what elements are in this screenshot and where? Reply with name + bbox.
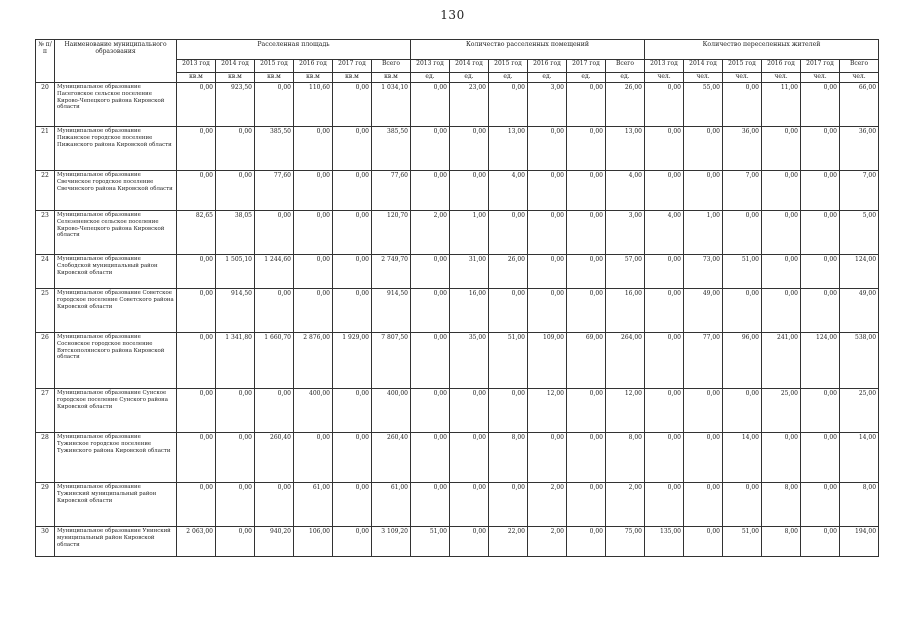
- table-row: [36, 389, 879, 433]
- municipality-name: Муниципальное образование Советское городское поселение Советского района Кировской области: [55, 289, 177, 333]
- area-cell: 914,50: [216, 289, 255, 333]
- people-cell: 0,00: [645, 433, 684, 483]
- people-cell: 0,00: [684, 127, 723, 171]
- rooms-cell: 0,00: [489, 211, 528, 255]
- people-cell: 7,00: [723, 171, 762, 211]
- rooms-cell: 2,00: [606, 483, 645, 527]
- row-number: 25: [36, 289, 55, 333]
- people-cell: 8,00: [840, 483, 879, 527]
- rooms-cell: 0,00: [450, 389, 489, 433]
- municipality-name: Муниципальное образование Унинский муниципальный район Кировской области: [55, 527, 177, 557]
- area-cell: 0,00: [294, 127, 333, 171]
- rooms-cell: 0,00: [567, 255, 606, 289]
- area-cell: 1 929,00: [333, 333, 372, 389]
- people-cell: 538,00: [840, 333, 879, 389]
- header-group-rooms: Количество расселенных помещений: [411, 40, 645, 60]
- header-unit-people: чел.: [762, 73, 801, 83]
- area-cell: 0,00: [255, 83, 294, 127]
- rooms-cell: 0,00: [450, 527, 489, 557]
- municipality-name: Муниципальное образование Тужинский муниципальный район Кировской области: [55, 483, 177, 527]
- rooms-cell: 0,00: [567, 289, 606, 333]
- rooms-cell: 0,00: [528, 289, 567, 333]
- people-cell: 25,00: [762, 389, 801, 433]
- people-cell: 0,00: [801, 527, 840, 557]
- rooms-cell: 0,00: [567, 389, 606, 433]
- rooms-cell: 0,00: [567, 527, 606, 557]
- rooms-cell: 2,00: [411, 211, 450, 255]
- rooms-cell: 0,00: [489, 389, 528, 433]
- people-cell: 11,00: [762, 83, 801, 127]
- rooms-cell: 12,00: [606, 389, 645, 433]
- rooms-cell: 51,00: [411, 527, 450, 557]
- rooms-cell: 31,00: [450, 255, 489, 289]
- rooms-cell: 0,00: [411, 171, 450, 211]
- people-cell: 36,00: [723, 127, 762, 171]
- header-year-people: 2017 год: [801, 60, 840, 73]
- header-unit-area: кв.м: [216, 73, 255, 83]
- header-unit-area: кв.м: [294, 73, 333, 83]
- row-number: 26: [36, 333, 55, 389]
- people-cell: 0,00: [645, 255, 684, 289]
- table-body: [36, 83, 879, 557]
- people-cell: 51,00: [723, 255, 762, 289]
- rooms-cell: 26,00: [489, 255, 528, 289]
- header-year-rooms: 2016 год: [528, 60, 567, 73]
- people-cell: 0,00: [801, 289, 840, 333]
- rooms-cell: 51,00: [489, 333, 528, 389]
- header-year-area: 2017 год: [333, 60, 372, 73]
- people-cell: 73,00: [684, 255, 723, 289]
- municipality-name: Муниципальное образование Пасеговское сельское поселение Кирово-Чепецкого района Кировской области: [55, 83, 177, 127]
- people-cell: 0,00: [723, 483, 762, 527]
- people-cell: 0,00: [762, 211, 801, 255]
- people-cell: 0,00: [762, 127, 801, 171]
- people-cell: 0,00: [645, 289, 684, 333]
- rooms-cell: 57,00: [606, 255, 645, 289]
- rooms-cell: 2,00: [528, 527, 567, 557]
- rooms-cell: 0,00: [567, 433, 606, 483]
- people-cell: 66,00: [840, 83, 879, 127]
- rooms-cell: 0,00: [567, 483, 606, 527]
- municipality-name: Муниципальное образование Сосновское городское поселение Вятскополянского района Кировской области: [55, 333, 177, 389]
- municipality-name: Муниципальное образование Тужинское городское поселение Тужинского района Кировской области: [55, 433, 177, 483]
- rooms-cell: 1,00: [450, 211, 489, 255]
- header-unit-area: кв.м: [333, 73, 372, 83]
- header-unit-area: кв.м: [372, 73, 411, 83]
- header-year-people: Всего: [840, 60, 879, 73]
- area-cell: 0,00: [177, 127, 216, 171]
- area-cell: 7 807,50: [372, 333, 411, 389]
- area-cell: 0,00: [177, 389, 216, 433]
- rooms-cell: 0,00: [411, 433, 450, 483]
- rooms-cell: 8,00: [489, 433, 528, 483]
- rooms-cell: 23,00: [450, 83, 489, 127]
- row-number: 24: [36, 255, 55, 289]
- area-cell: 0,00: [216, 527, 255, 557]
- header-unit-people: чел.: [684, 73, 723, 83]
- table-row: [36, 211, 879, 255]
- rooms-cell: 0,00: [489, 83, 528, 127]
- header-year-area: Всего: [372, 60, 411, 73]
- people-cell: 124,00: [801, 333, 840, 389]
- people-cell: 5,00: [840, 211, 879, 255]
- row-number: 22: [36, 171, 55, 211]
- area-cell: 0,00: [333, 289, 372, 333]
- people-cell: 0,00: [801, 389, 840, 433]
- table-row: [36, 171, 879, 211]
- area-cell: 0,00: [255, 289, 294, 333]
- people-cell: 0,00: [645, 483, 684, 527]
- table-row: [36, 127, 879, 171]
- people-cell: 0,00: [645, 83, 684, 127]
- area-cell: 0,00: [216, 127, 255, 171]
- row-number: 28: [36, 433, 55, 483]
- area-cell: 914,50: [372, 289, 411, 333]
- area-cell: 260,40: [372, 433, 411, 483]
- people-cell: 36,00: [840, 127, 879, 171]
- header-year-area: 2015 год: [255, 60, 294, 73]
- header-unit-people: чел.: [801, 73, 840, 83]
- people-cell: 8,00: [762, 527, 801, 557]
- people-cell: 0,00: [801, 211, 840, 255]
- rooms-cell: 75,00: [606, 527, 645, 557]
- people-cell: 0,00: [801, 255, 840, 289]
- table-row: [36, 527, 879, 557]
- people-cell: 0,00: [684, 171, 723, 211]
- people-cell: 14,00: [840, 433, 879, 483]
- people-cell: 194,00: [840, 527, 879, 557]
- municipality-name: Муниципальное образование Слободской муниципальный район Кировской области: [55, 255, 177, 289]
- area-cell: 0,00: [216, 483, 255, 527]
- rooms-cell: 22,00: [489, 527, 528, 557]
- table-row: [36, 333, 879, 389]
- row-number: 30: [36, 527, 55, 557]
- rooms-cell: 26,00: [606, 83, 645, 127]
- rooms-cell: 0,00: [411, 333, 450, 389]
- area-cell: 110,60: [294, 83, 333, 127]
- header-unit-people: чел.: [645, 73, 684, 83]
- area-cell: 0,00: [177, 333, 216, 389]
- area-cell: 0,00: [177, 171, 216, 211]
- rooms-cell: 4,00: [489, 171, 528, 211]
- header-year-area: 2013 год: [177, 60, 216, 73]
- area-cell: 2 063,00: [177, 527, 216, 557]
- rooms-cell: 0,00: [567, 211, 606, 255]
- people-cell: 0,00: [801, 127, 840, 171]
- area-cell: 1 244,60: [255, 255, 294, 289]
- area-cell: 106,00: [294, 527, 333, 557]
- rooms-cell: 0,00: [528, 255, 567, 289]
- area-cell: 38,05: [216, 211, 255, 255]
- rooms-cell: 12,00: [528, 389, 567, 433]
- people-cell: 0,00: [801, 171, 840, 211]
- rooms-cell: 0,00: [411, 127, 450, 171]
- area-cell: 1 505,10: [216, 255, 255, 289]
- area-cell: 0,00: [255, 483, 294, 527]
- table-row: [36, 433, 879, 483]
- header-unit-rooms: ед.: [528, 73, 567, 83]
- rooms-cell: 0,00: [567, 127, 606, 171]
- rooms-cell: 0,00: [489, 483, 528, 527]
- area-cell: 260,40: [255, 433, 294, 483]
- people-cell: 124,00: [840, 255, 879, 289]
- rooms-cell: 3,00: [528, 83, 567, 127]
- header-unit-rooms: ед.: [606, 73, 645, 83]
- header-unit-rooms: ед.: [489, 73, 528, 83]
- rooms-cell: 35,00: [450, 333, 489, 389]
- row-number: 29: [36, 483, 55, 527]
- header-year-rooms: Всего: [606, 60, 645, 73]
- people-cell: 135,00: [645, 527, 684, 557]
- rooms-cell: 0,00: [450, 171, 489, 211]
- people-cell: 0,00: [645, 127, 684, 171]
- header-unit-people: чел.: [723, 73, 762, 83]
- rooms-cell: 16,00: [606, 289, 645, 333]
- header-year-area: 2016 год: [294, 60, 333, 73]
- people-cell: 0,00: [645, 171, 684, 211]
- row-number: 23: [36, 211, 55, 255]
- municipality-name: Муниципальное образование Пижанское городское поселение Пижанского района Кировской области: [55, 127, 177, 171]
- area-cell: 82,65: [177, 211, 216, 255]
- area-cell: 2 876,00: [294, 333, 333, 389]
- header-unit-people: чел.: [840, 73, 879, 83]
- municipality-name: Муниципальное образование Свечинское городское поселение Свечинского района Кировской области: [55, 171, 177, 211]
- people-cell: 0,00: [684, 527, 723, 557]
- rooms-cell: 0,00: [411, 483, 450, 527]
- rooms-cell: 0,00: [450, 433, 489, 483]
- area-cell: 0,00: [333, 83, 372, 127]
- area-cell: 0,00: [177, 255, 216, 289]
- people-cell: 1,00: [684, 211, 723, 255]
- people-cell: 55,00: [684, 83, 723, 127]
- header-name: Наименование муниципального образования: [55, 40, 177, 83]
- header-year-rooms: 2013 год: [411, 60, 450, 73]
- rooms-cell: 0,00: [567, 171, 606, 211]
- table-row: [36, 289, 879, 333]
- header-unit-rooms: ед.: [450, 73, 489, 83]
- rooms-cell: 0,00: [450, 127, 489, 171]
- area-cell: 120,70: [372, 211, 411, 255]
- area-cell: 0,00: [294, 211, 333, 255]
- area-cell: 0,00: [177, 433, 216, 483]
- area-cell: 0,00: [177, 483, 216, 527]
- people-cell: 0,00: [723, 289, 762, 333]
- header-year-rooms: 2015 год: [489, 60, 528, 73]
- rooms-cell: 0,00: [411, 255, 450, 289]
- header-num: № п/п: [36, 40, 55, 83]
- header-unit-rooms: ед.: [411, 73, 450, 83]
- people-cell: 4,00: [645, 211, 684, 255]
- people-cell: 0,00: [645, 389, 684, 433]
- people-cell: 0,00: [801, 483, 840, 527]
- municipality-name: Муниципальное образование Сунское городское поселение Сунского района Кировской области: [55, 389, 177, 433]
- people-cell: 0,00: [762, 255, 801, 289]
- area-cell: 0,00: [333, 171, 372, 211]
- people-cell: 241,00: [762, 333, 801, 389]
- area-cell: 0,00: [333, 433, 372, 483]
- area-cell: 1 034,10: [372, 83, 411, 127]
- header-year-people: 2015 год: [723, 60, 762, 73]
- page-number: 130: [440, 8, 465, 22]
- area-cell: 0,00: [177, 289, 216, 333]
- people-cell: 49,00: [684, 289, 723, 333]
- rooms-cell: 0,00: [489, 289, 528, 333]
- people-cell: 14,00: [723, 433, 762, 483]
- header-unit-area: кв.м: [177, 73, 216, 83]
- people-cell: 7,00: [840, 171, 879, 211]
- area-cell: 61,00: [294, 483, 333, 527]
- header-group-area: Расселенная площадь: [177, 40, 411, 60]
- people-cell: 77,00: [684, 333, 723, 389]
- area-cell: 400,00: [294, 389, 333, 433]
- area-cell: 0,00: [255, 211, 294, 255]
- rooms-cell: 0,00: [528, 211, 567, 255]
- header-year-people: 2014 год: [684, 60, 723, 73]
- rooms-cell: 8,00: [606, 433, 645, 483]
- people-cell: 25,00: [840, 389, 879, 433]
- people-cell: 0,00: [645, 333, 684, 389]
- rooms-cell: 0,00: [450, 483, 489, 527]
- row-number: 27: [36, 389, 55, 433]
- rooms-cell: 3,00: [606, 211, 645, 255]
- table-row: [36, 83, 879, 127]
- row-number: 20: [36, 83, 55, 127]
- header-year-people: 2016 год: [762, 60, 801, 73]
- people-cell: 96,00: [723, 333, 762, 389]
- area-cell: 400,00: [372, 389, 411, 433]
- rooms-cell: 16,00: [450, 289, 489, 333]
- area-cell: 385,50: [372, 127, 411, 171]
- municipality-name: Муниципальное образование Селезеневское сельское поселение Кирово-Чепецкого района Кировской области: [55, 211, 177, 255]
- people-cell: 0,00: [801, 433, 840, 483]
- people-cell: 51,00: [723, 527, 762, 557]
- rooms-cell: 0,00: [411, 83, 450, 127]
- people-cell: 0,00: [762, 433, 801, 483]
- header-unit-rooms: ед.: [567, 73, 606, 83]
- people-cell: 0,00: [762, 289, 801, 333]
- area-cell: 0,00: [177, 83, 216, 127]
- rooms-cell: 0,00: [411, 289, 450, 333]
- area-cell: 0,00: [216, 433, 255, 483]
- area-cell: 2 749,70: [372, 255, 411, 289]
- area-cell: 61,00: [372, 483, 411, 527]
- area-cell: 0,00: [294, 289, 333, 333]
- rooms-cell: 0,00: [528, 433, 567, 483]
- area-cell: 0,00: [333, 527, 372, 557]
- area-cell: 0,00: [333, 211, 372, 255]
- area-cell: 0,00: [333, 255, 372, 289]
- area-cell: 1 660,70: [255, 333, 294, 389]
- rooms-cell: 109,00: [528, 333, 567, 389]
- rooms-cell: 13,00: [606, 127, 645, 171]
- rooms-cell: 0,00: [411, 389, 450, 433]
- area-cell: 0,00: [333, 483, 372, 527]
- people-cell: 0,00: [684, 483, 723, 527]
- table-row: [36, 483, 879, 527]
- area-cell: 923,50: [216, 83, 255, 127]
- people-cell: 0,00: [723, 389, 762, 433]
- rooms-cell: 0,00: [528, 127, 567, 171]
- people-cell: 0,00: [723, 211, 762, 255]
- resettlement-table: [35, 39, 879, 557]
- area-cell: 0,00: [294, 255, 333, 289]
- people-cell: 0,00: [684, 389, 723, 433]
- rooms-cell: 13,00: [489, 127, 528, 171]
- people-cell: 0,00: [762, 171, 801, 211]
- area-cell: 77,60: [255, 171, 294, 211]
- people-cell: 0,00: [684, 433, 723, 483]
- header-unit-area: кв.м: [255, 73, 294, 83]
- people-cell: 49,00: [840, 289, 879, 333]
- header-year-rooms: 2014 год: [450, 60, 489, 73]
- area-cell: 0,00: [294, 433, 333, 483]
- area-cell: 0,00: [333, 389, 372, 433]
- table-row: [36, 255, 879, 289]
- header-year-people: 2013 год: [645, 60, 684, 73]
- people-cell: 0,00: [801, 83, 840, 127]
- area-cell: 940,20: [255, 527, 294, 557]
- row-number: 21: [36, 127, 55, 171]
- people-cell: 0,00: [723, 83, 762, 127]
- area-cell: 0,00: [216, 389, 255, 433]
- area-cell: 1 341,80: [216, 333, 255, 389]
- area-cell: 77,60: [372, 171, 411, 211]
- area-cell: 0,00: [255, 389, 294, 433]
- people-cell: 8,00: [762, 483, 801, 527]
- rooms-cell: 0,00: [567, 83, 606, 127]
- rooms-cell: 4,00: [606, 171, 645, 211]
- rooms-cell: 264,00: [606, 333, 645, 389]
- rooms-cell: 2,00: [528, 483, 567, 527]
- area-cell: 0,00: [294, 171, 333, 211]
- area-cell: 385,50: [255, 127, 294, 171]
- rooms-cell: 0,00: [528, 171, 567, 211]
- header-year-area: 2014 год: [216, 60, 255, 73]
- area-cell: 0,00: [333, 127, 372, 171]
- area-cell: 3 109,20: [372, 527, 411, 557]
- rooms-cell: 69,00: [567, 333, 606, 389]
- area-cell: 0,00: [216, 171, 255, 211]
- header-year-rooms: 2017 год: [567, 60, 606, 73]
- header-group-people: Количество переселенных жителей: [645, 40, 879, 60]
